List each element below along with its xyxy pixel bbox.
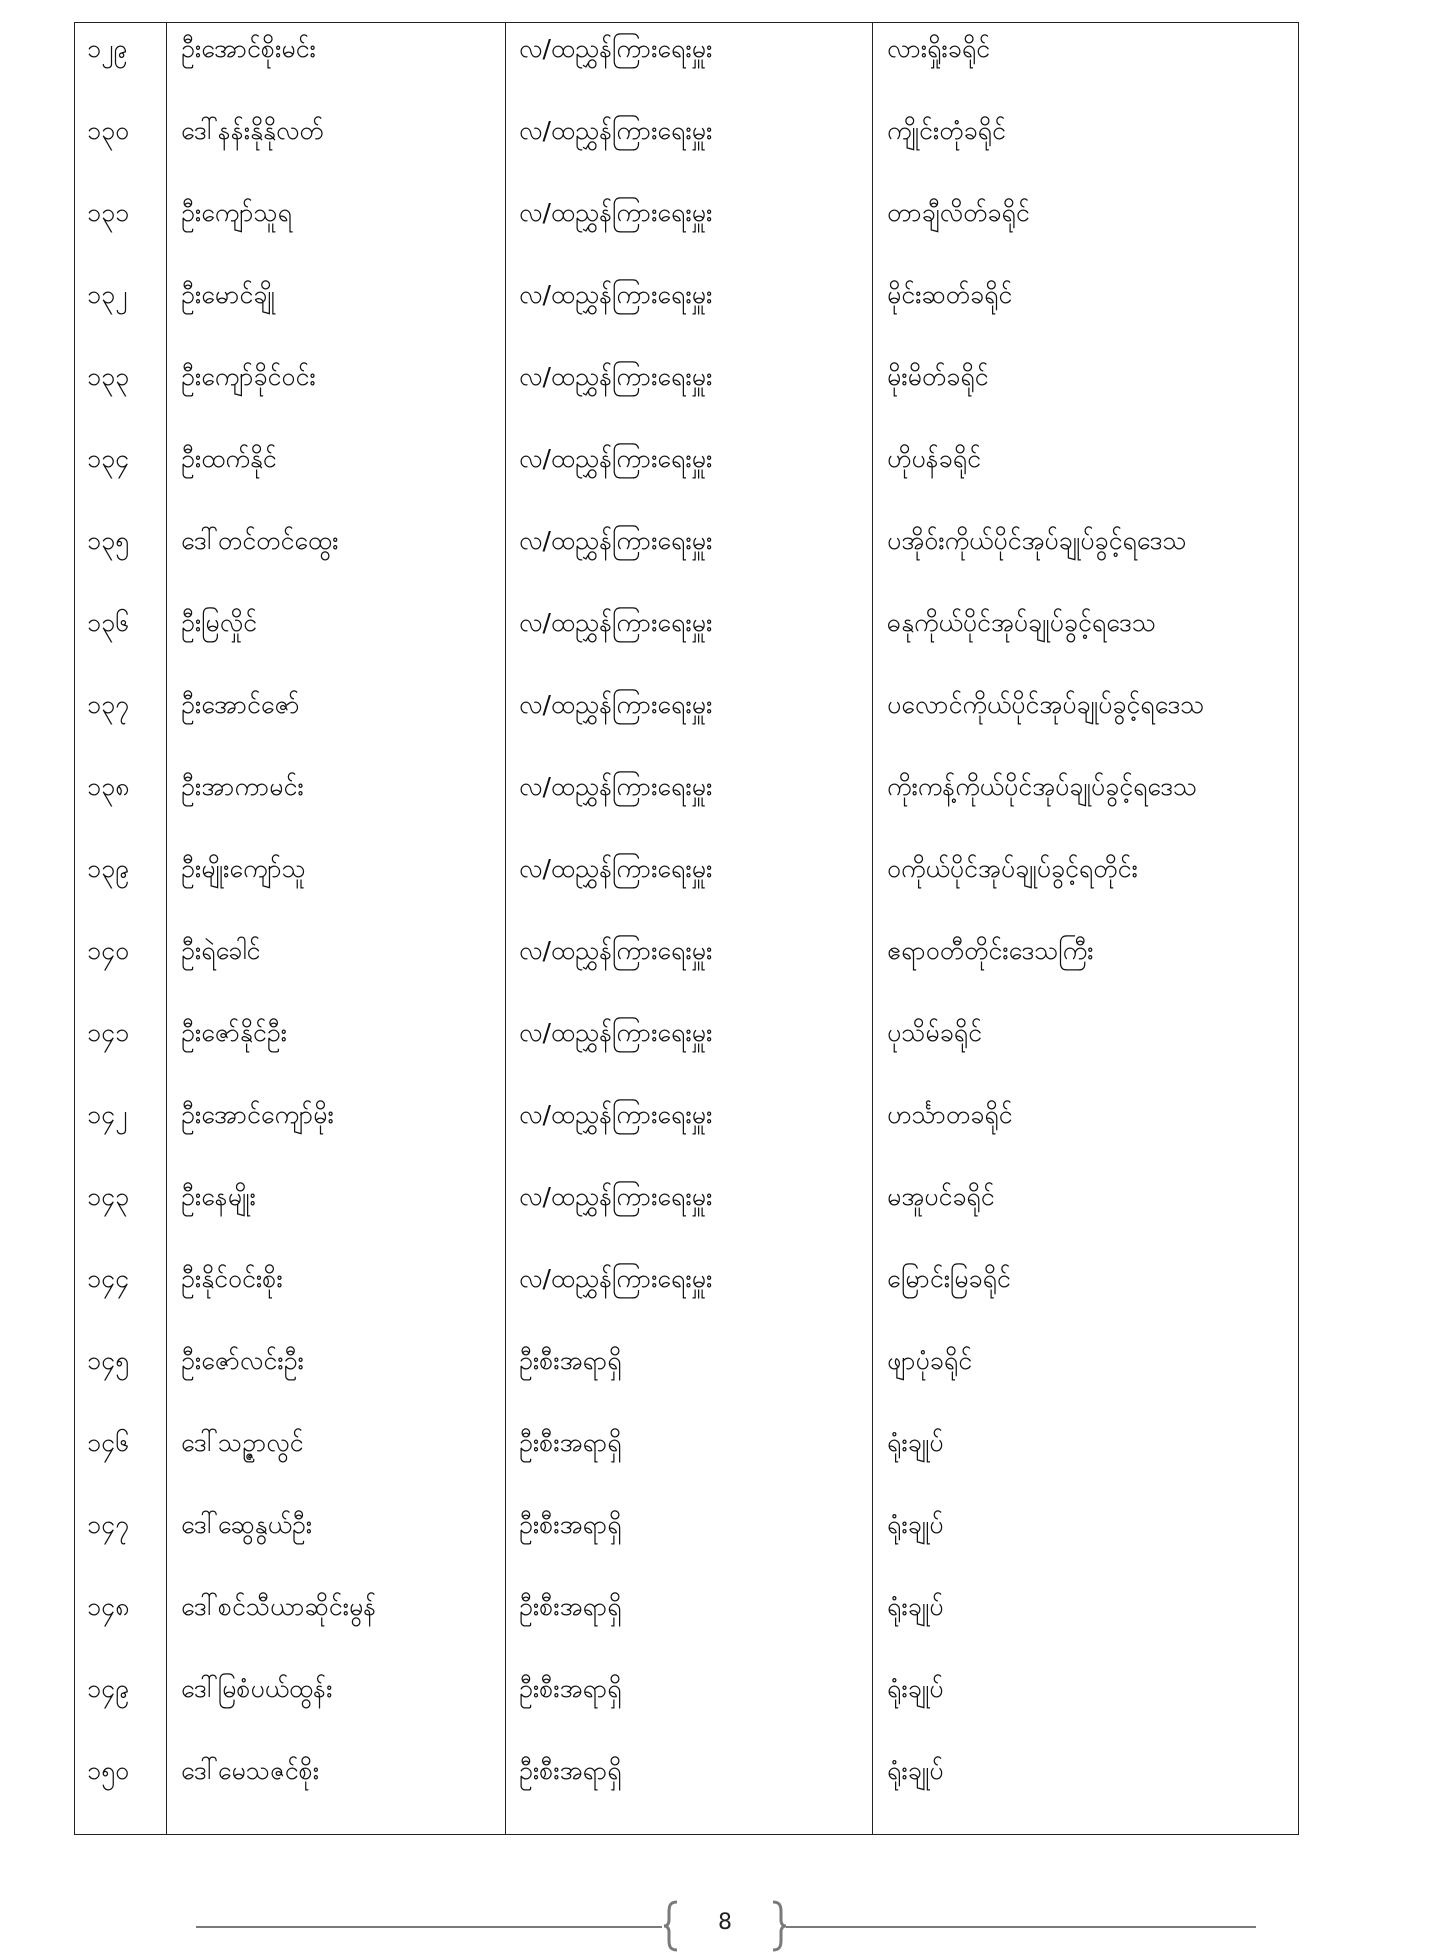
name-cell: ဦးအောင်ကျော်မိုး bbox=[181, 1100, 334, 1129]
table-row bbox=[75, 685, 1298, 767]
position-cell: လ/ထညွှန်ကြားရေးမှူး bbox=[519, 772, 713, 801]
name-cell: ဒေါ်ဆွေနွယ်ဦး bbox=[181, 1510, 313, 1539]
table-row bbox=[75, 1587, 1298, 1669]
name-cell: ဒေါ်သဉ္ဇာလွင် bbox=[181, 1428, 304, 1457]
name-cell: ဦးရဲခေါင် bbox=[181, 936, 261, 965]
serial-number-cell: ၁၃၂ bbox=[87, 280, 128, 309]
serial-number-cell: ၁၃၄ bbox=[87, 444, 130, 473]
table-row bbox=[75, 1669, 1298, 1751]
personnel-table bbox=[74, 22, 1299, 1835]
table-row bbox=[75, 931, 1298, 1013]
position-cell: လ/ထညွှန်ကြားရေးမှူး bbox=[519, 1182, 713, 1211]
position-cell: ဦးစီးအရာရှိ bbox=[519, 1756, 622, 1785]
table-row bbox=[75, 439, 1298, 521]
name-cell: ဒေါ်မြစံပယ်ထွန်း bbox=[181, 1674, 333, 1703]
position-cell: ဦးစီးအရာရှိ bbox=[519, 1510, 622, 1539]
table-row bbox=[75, 1423, 1298, 1505]
name-cell: ဒေါ်နန်းနိုနိုလတ် bbox=[181, 116, 324, 145]
serial-number-cell: ၁၃၅ bbox=[87, 526, 130, 555]
page-number: 8 bbox=[718, 1910, 732, 1935]
office-cell: ဝကိုယ်ပိုင်အုပ်ချုပ်ခွင့်ရတိုင်း bbox=[887, 854, 1138, 883]
serial-number-cell: ၁၄၁ bbox=[87, 1018, 130, 1047]
footer-rule-left bbox=[196, 1926, 662, 1928]
serial-number-cell: ၁၄၂ bbox=[87, 1100, 128, 1129]
table-row bbox=[75, 29, 1298, 111]
office-cell: ရုံးချုပ် bbox=[887, 1592, 944, 1621]
name-cell: ဦးထက်နိုင် bbox=[181, 444, 277, 473]
office-cell: ရုံးချုပ် bbox=[887, 1428, 944, 1457]
table-row bbox=[75, 1505, 1298, 1587]
office-cell: ရုံးချုပ် bbox=[887, 1674, 944, 1703]
footer-rule-right bbox=[786, 1926, 1256, 1928]
position-cell: လ/ထညွှန်ကြားရေးမှူး bbox=[519, 34, 713, 63]
name-cell: ဦးဇော်လင်းဦး bbox=[181, 1346, 304, 1375]
position-cell: လ/ထညွှန်ကြားရေးမှူး bbox=[519, 936, 713, 965]
name-cell: ဒေါ်မေသဇင်စိုး bbox=[181, 1756, 320, 1785]
name-cell: ဒေါ်စင်သီယာဆိုင်းမွန် bbox=[181, 1592, 377, 1621]
position-cell: လ/ထညွှန်ကြားရေးမှူး bbox=[519, 1100, 713, 1129]
serial-number-cell: ၁၃၈ bbox=[87, 772, 130, 801]
office-cell: ဟင်္သာတခရိုင် bbox=[887, 1100, 1013, 1129]
table-row bbox=[75, 1013, 1298, 1095]
position-cell: ဦးစီးအရာရှိ bbox=[519, 1674, 622, 1703]
office-cell: ရုံးချုပ် bbox=[887, 1756, 944, 1785]
serial-number-cell: ၁၃၁ bbox=[87, 198, 130, 227]
table-row bbox=[75, 357, 1298, 439]
serial-number-cell: ၁၃၀ bbox=[87, 116, 130, 145]
table-row bbox=[75, 603, 1298, 685]
table-row bbox=[75, 1341, 1298, 1423]
serial-number-cell: ၁၃၃ bbox=[87, 362, 130, 391]
position-cell: လ/ထညွှန်ကြားရေးမှူး bbox=[519, 116, 713, 145]
position-cell: လ/ထညွှန်ကြားရေးမှူး bbox=[519, 198, 713, 227]
office-cell: ပလောင်ကိုယ်ပိုင်အုပ်ချုပ်ခွင့်ရဒေသ bbox=[887, 690, 1205, 719]
office-cell: ပအိုဝ်းကိုယ်ပိုင်အုပ်ချုပ်ခွင့်ရဒေသ bbox=[887, 526, 1187, 555]
office-cell: တာချီလိတ်ခရိုင် bbox=[887, 198, 1030, 227]
serial-number-cell: ၁၄၉ bbox=[87, 1674, 130, 1703]
position-cell: လ/ထညွှန်ကြားရေးမှူး bbox=[519, 444, 713, 473]
office-cell: မြောင်းမြခရိုင် bbox=[887, 1264, 1011, 1293]
table-row bbox=[75, 1751, 1298, 1833]
serial-number-cell: ၁၄၇ bbox=[87, 1510, 130, 1539]
position-cell: လ/ထညွှန်ကြားရေးမှူး bbox=[519, 608, 713, 637]
serial-number-cell: ၁၅၀ bbox=[87, 1756, 130, 1785]
office-cell: ကျိုင်းတုံခရိုင် bbox=[887, 116, 1006, 145]
table-row bbox=[75, 1259, 1298, 1341]
office-cell: ဖျာပုံခရိုင် bbox=[887, 1346, 973, 1375]
office-cell: မိုးမိတ်ခရိုင် bbox=[887, 362, 989, 391]
name-cell: ဦးမျိုးကျော်သူ bbox=[181, 854, 306, 883]
position-cell: လ/ထညွှန်ကြားရေးမှူး bbox=[519, 854, 713, 883]
position-cell: လ/ထညွှန်ကြားရေးမှူး bbox=[519, 690, 713, 719]
position-cell: လ/ထညွှန်ကြားရေးမှူး bbox=[519, 362, 713, 391]
table-row bbox=[75, 111, 1298, 193]
office-cell: မအူပင်ခရိုင် bbox=[887, 1182, 995, 1211]
name-cell: ဦးအောင်ဇော် bbox=[181, 690, 300, 719]
page-footer bbox=[0, 1900, 1448, 1960]
serial-number-cell: ၁၂၉ bbox=[87, 34, 128, 63]
position-cell: လ/ထညွှန်ကြားရေးမှူး bbox=[519, 526, 713, 555]
name-cell: ဦးမောင်ချို bbox=[181, 280, 275, 309]
table-row bbox=[75, 275, 1298, 357]
table-row bbox=[75, 193, 1298, 275]
table-row bbox=[75, 1177, 1298, 1259]
serial-number-cell: ၁၄၀ bbox=[87, 936, 130, 965]
position-cell: ဦးစီးအရာရှိ bbox=[519, 1592, 622, 1621]
serial-number-cell: ၁၄၄ bbox=[87, 1264, 130, 1293]
table-row bbox=[75, 849, 1298, 931]
position-cell: ဦးစီးအရာရှိ bbox=[519, 1428, 622, 1457]
position-cell: လ/ထညွှန်ကြားရေးမှူး bbox=[519, 1264, 713, 1293]
name-cell: ဦးအောင်စိုးမင်း bbox=[181, 34, 316, 63]
table-row bbox=[75, 521, 1298, 603]
name-cell: ဦးနိုင်ဝင်းစိုး bbox=[181, 1264, 283, 1293]
serial-number-cell: ၁၄၃ bbox=[87, 1182, 130, 1211]
name-cell: ဦးမြလှိုင် bbox=[181, 608, 258, 637]
office-cell: ပုသိမ်ခရိုင် bbox=[887, 1018, 982, 1047]
name-cell: ဦးကျော်ခိုင်ဝင်း bbox=[181, 362, 316, 391]
office-cell: ရုံးချုပ် bbox=[887, 1510, 944, 1539]
position-cell: လ/ထညွှန်ကြားရေးမှူး bbox=[519, 280, 713, 309]
table-row bbox=[75, 1095, 1298, 1177]
serial-number-cell: ၁၃၉ bbox=[87, 854, 130, 883]
office-cell: ဧရာဝတီတိုင်းဒေသကြီး bbox=[887, 936, 1094, 965]
office-cell: ကိုးကန့်ကိုယ်ပိုင်အုပ်ချုပ်ခွင့်ရဒေသ bbox=[887, 772, 1198, 801]
position-cell: ဦးစီးအရာရှိ bbox=[519, 1346, 622, 1375]
office-cell: ဓနုကိုယ်ပိုင်အုပ်ချုပ်ခွင့်ရဒေသ bbox=[887, 608, 1156, 637]
name-cell: ဦးအာကာမင်း bbox=[181, 772, 304, 801]
office-cell: လားရှိုးခရိုင် bbox=[887, 34, 991, 63]
position-cell: လ/ထညွှန်ကြားရေးမှူး bbox=[519, 1018, 713, 1047]
serial-number-cell: ၁၄၆ bbox=[87, 1428, 130, 1457]
serial-number-cell: ၁၃၆ bbox=[87, 608, 130, 637]
serial-number-cell: ၁၄၅ bbox=[87, 1346, 130, 1375]
office-cell: ဟိုပန်ခရိုင် bbox=[887, 444, 981, 473]
office-cell: မိုင်းဆတ်ခရိုင် bbox=[887, 280, 1013, 309]
name-cell: ဦးနေမျိုး bbox=[181, 1182, 256, 1211]
name-cell: ဦးဇော်နိုင်ဦး bbox=[181, 1018, 287, 1047]
name-cell: ဒေါ်တင်တင်ထွေး bbox=[181, 526, 339, 555]
table-row bbox=[75, 767, 1298, 849]
left-brace-ornament bbox=[662, 1900, 680, 1952]
name-cell: ဦးကျော်သူရ bbox=[181, 198, 293, 227]
serial-number-cell: ၁၃၇ bbox=[87, 690, 130, 719]
serial-number-cell: ၁၄၈ bbox=[87, 1592, 130, 1621]
